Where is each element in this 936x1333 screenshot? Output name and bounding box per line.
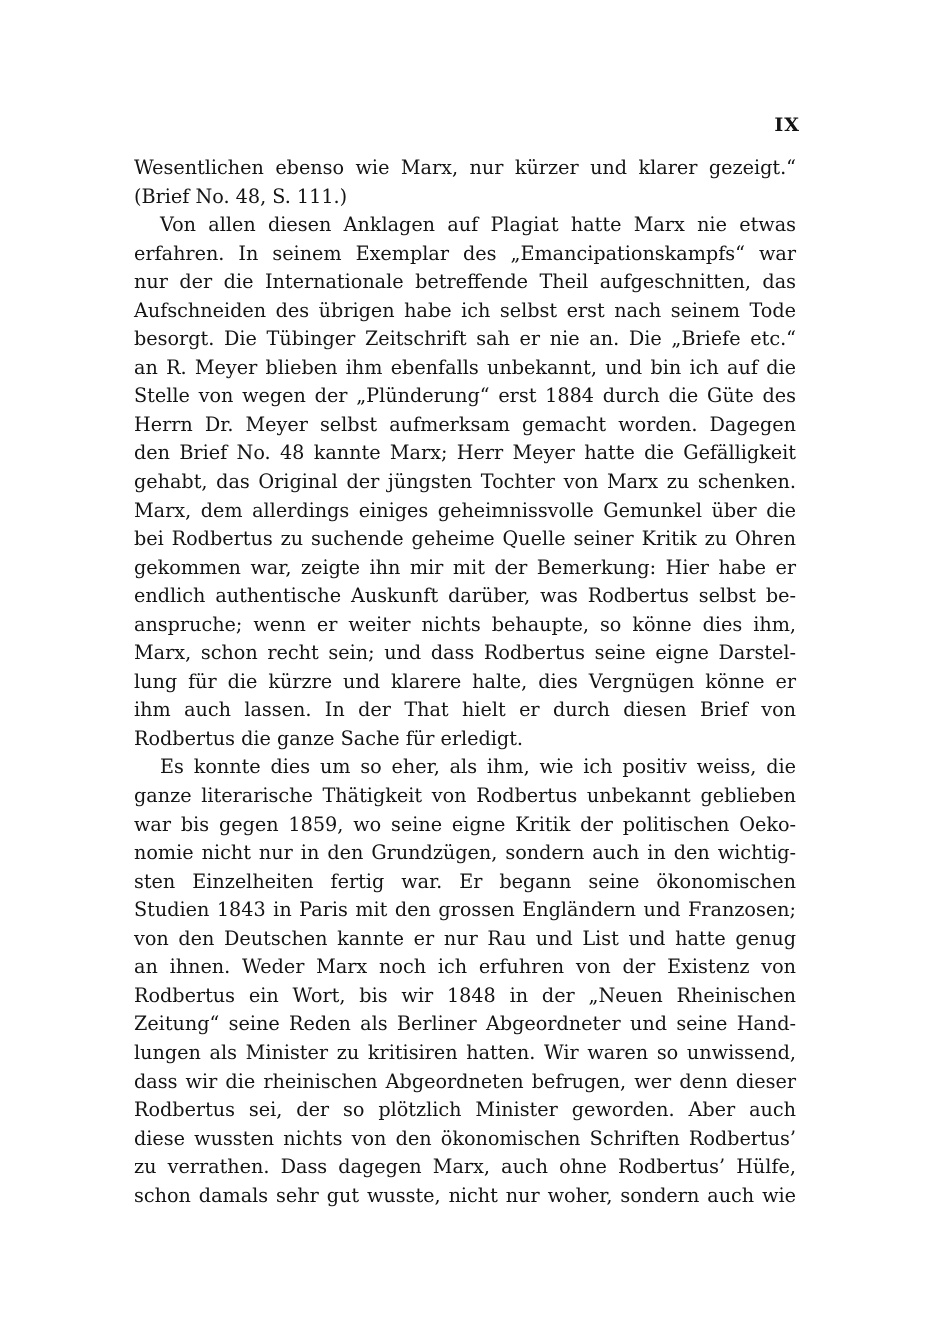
text-line: nomie nicht nur in den Grundzügen, sondern auch in den wichtig- xyxy=(134,841,796,865)
text-line: Es konnte dies um so eher, als ihm, wie ich positiv weiss, die xyxy=(160,755,796,779)
body-text xyxy=(134,154,796,1210)
text-line: erfahren. In seinem Exemplar des „Emancipationskampfs“ war xyxy=(134,241,796,265)
text-line: Wesentlichen ebenso wie Marx, nur kürzer und klarer gezeigt.“ xyxy=(134,156,796,179)
text-line: Marx, schon recht sein; und dass Rodbertus seine eigne Darstel- xyxy=(134,641,796,665)
page-number: IX xyxy=(774,114,800,136)
text-line: diese wussten nichts von den ökonomischen Schriften Rodbertus’ xyxy=(134,1126,796,1150)
text-line: Studien 1843 in Paris mit den grossen Engländern und Franzosen; xyxy=(134,898,796,922)
text-line: Zeitung“ seine Reden als Berliner Abgeordneter und seine Hand- xyxy=(134,1012,796,1036)
text-line: schon damals sehr gut wusste, nicht nur woher, sondern auch wie xyxy=(134,1183,796,1207)
text-line: war bis gegen 1859, wo seine eigne Kritik der politischen Oeko- xyxy=(134,812,796,836)
text-line: ihm auch lassen. In der That hielt er durch diesen Brief von xyxy=(134,698,796,722)
text-line: Rodbertus ein Wort, bis wir 1848 in der „Neuen Rheinischen xyxy=(134,983,796,1007)
text-line: Herrn Dr. Meyer selbst aufmerksam gemacht worden. Dagegen xyxy=(134,412,796,436)
text-line: nur der die Internationale betreffende Theil aufgeschnitten, das xyxy=(134,270,796,294)
text-line: an ihnen. Weder Marx noch ich erfuhren von der Existenz von xyxy=(134,955,796,979)
text-line: dass wir die rheinischen Abgeordneten befrugen, wer denn dieser xyxy=(134,1069,796,1093)
text-line: besorgt. Die Tübinger Zeitschrift sah er nie an. Die „Briefe etc.“ xyxy=(134,327,796,351)
text-line: Von allen diesen Anklagen auf Plagiat hatte Marx nie etwas xyxy=(160,213,796,237)
paragraph xyxy=(134,154,796,211)
text-line: gekommen war, zeigte ihn mir mit der Bemerkung: Hier habe er xyxy=(134,555,796,579)
text-line: Rodbertus sei, der so plötzlich Minister geworden. Aber auch xyxy=(134,1098,796,1122)
text-line: von den Deutschen kannte er nur Rau und List und hatte genug xyxy=(134,926,796,950)
text-line: (Brief No. 48, S. 111.) xyxy=(134,184,348,208)
paragraph xyxy=(134,753,796,1210)
text-line: Stelle von wegen der „Plünderung“ erst 1884 durch die Güte des xyxy=(134,384,796,408)
text-line: gehabt, das Original der jüngsten Tochter von Marx zu schenken. xyxy=(134,470,796,494)
text-line: den Brief No. 48 kannte Marx; Herr Meyer hatte die Gefälligkeit xyxy=(134,441,796,465)
text-line: endlich authentische Auskunft darüber, was Rodbertus selbst be- xyxy=(134,584,796,608)
text-line: Rodbertus die ganze Sache für erledigt. xyxy=(134,726,524,750)
text-line: zu verrathen. Dass dagegen Marx, auch ohne Rodbertus’ Hülfe, xyxy=(134,1155,796,1179)
text-line: lungen als Minister zu kritisiren hatten. Wir waren so unwissend, xyxy=(134,1040,796,1064)
text-line: ganze literarische Thätigkeit von Rodbertus unbekannt geblieben xyxy=(134,784,796,808)
text-line: lung für die kürzre und klarere halte, dies Vergnügen könne er xyxy=(134,669,796,693)
text-line: an R. Meyer blieben ihm ebenfalls unbekannt, und bin ich auf die xyxy=(134,355,796,379)
text-line: sten Einzelheiten fertig war. Er begann seine ökonomischen xyxy=(134,869,796,893)
paragraph xyxy=(134,211,796,753)
text-line: Marx, dem allerdings einiges geheimnissvolle Gemunkel über die xyxy=(134,498,796,522)
text-line: Aufschneiden des übrigen habe ich selbst erst nach seinem Tode xyxy=(134,298,796,322)
text-line: anspruche; wenn er weiter nichts behaupte, so könne dies ihm, xyxy=(134,612,796,636)
text-line: bei Rodbertus zu suchende geheime Quelle seiner Kritik zu Ohren xyxy=(134,527,796,551)
